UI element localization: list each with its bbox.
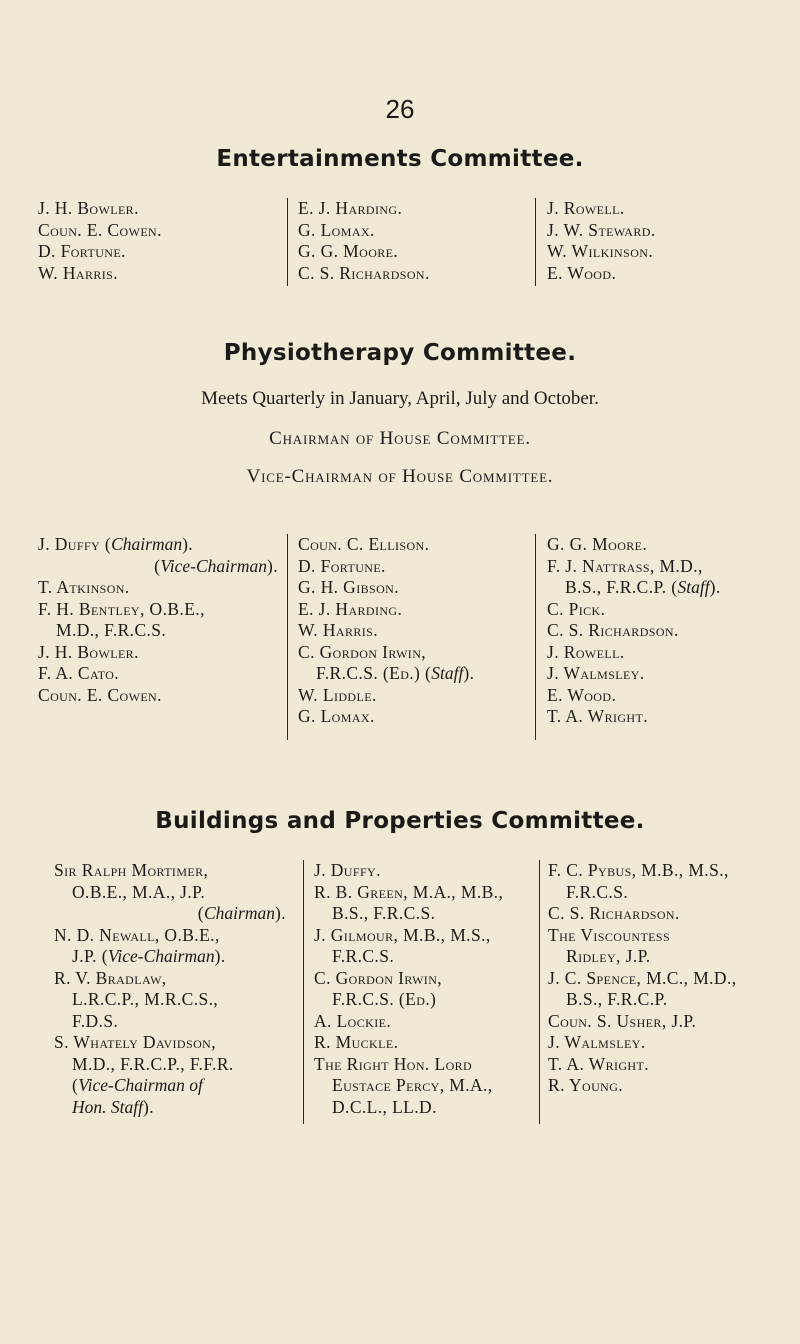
buildings-committee-title: Buildings and Properties Committee. <box>155 808 645 834</box>
page-number: 26 <box>385 94 415 124</box>
member-name: Coun. E. Cowen. <box>38 684 162 705</box>
member-name: J. Duffy (Chairman). <box>38 534 194 554</box>
member-name: R. Muckle. <box>314 1032 399 1052</box>
column-divider <box>535 534 536 740</box>
member-name: R. Young. <box>548 1075 624 1095</box>
member-name: D. Fortune. <box>298 555 386 576</box>
member-name: J. H. Bowler. <box>38 198 139 218</box>
member-qualification: F.R.C.S. <box>332 946 395 966</box>
member-name: C. Gordon Irwin, <box>314 967 443 988</box>
entertainments-column-3 <box>547 198 656 284</box>
member-name: C. S. Richardson. <box>548 903 680 923</box>
physiotherapy-column-2 <box>298 534 474 728</box>
member-name: J. W. Steward. <box>547 219 656 240</box>
member-qualification: D.C.L., LL.D. <box>332 1096 437 1117</box>
member-name: The Right Hon. Lord <box>314 1053 473 1074</box>
member-name: F. A. Cato. <box>38 663 120 683</box>
member-name: G. Lomax. <box>298 219 375 240</box>
member-name: G. H. Gibson. <box>298 577 399 597</box>
column-divider <box>535 198 536 286</box>
member-name: T. A. Wright. <box>548 1053 650 1074</box>
member-name: J. Duffy. <box>314 860 381 880</box>
member-name: J. Walmsley. <box>548 1032 646 1052</box>
member-qualification: B.S., F.R.C.P. (Staff). <box>565 577 721 597</box>
member-name: Coun. S. Usher, J.P. <box>548 1010 697 1031</box>
member-name: J. C. Spence, M.C., M.D., <box>548 967 737 988</box>
member-qualification: B.S., F.R.C.P. <box>566 989 668 1009</box>
member-qualification: M.D., F.R.C.P., F.F.R. <box>72 1053 234 1074</box>
member-qualification: F.R.C.S. (Ed.) (Staff). <box>316 663 475 683</box>
member-name: S. Whately Davidson, <box>54 1032 216 1052</box>
chairman-line: Chairman of House Committee. <box>269 428 531 449</box>
member-qualification: F.R.C.S. (Ed.) <box>332 989 437 1009</box>
member-qualification: M.D., F.R.C.S. <box>56 620 167 640</box>
member-name: C. Pick. <box>547 598 606 619</box>
member-name: F. J. Nattrass, M.D., <box>547 555 703 576</box>
member-name: Coun. C. Ellison. <box>298 534 430 554</box>
member-name: F. H. Bentley, O.B.E., <box>38 598 205 619</box>
member-qualification: Eustace Percy, M.A., <box>332 1075 493 1095</box>
entertainments-committee-title: Entertainments Committee. <box>216 146 584 172</box>
entertainments-column-2 <box>298 198 430 284</box>
member-role: (Chairman). <box>197 903 286 923</box>
member-name: J. Rowell. <box>547 641 625 662</box>
member-name: A. Lockie. <box>314 1010 392 1031</box>
member-name: J. Gilmour, M.B., M.S., <box>314 924 491 945</box>
member-name: W. Liddle. <box>298 684 377 705</box>
column-divider <box>287 534 288 740</box>
physiotherapy-column-3 <box>547 534 721 728</box>
member-name: E. Wood. <box>547 262 617 283</box>
buildings-column-1 <box>54 860 286 1118</box>
member-name: G. Lomax. <box>298 706 375 726</box>
member-qualification: J.P. (Vice-Chairman). <box>72 946 226 966</box>
member-name: R. V. Bradlaw, <box>54 967 167 988</box>
member-qualification: F.D.S. <box>72 1010 119 1031</box>
member-role: (Vice-Chairman of <box>72 1075 203 1095</box>
member-role: (Vice-Chairman). <box>154 555 278 576</box>
member-name: C. Gordon Irwin, <box>298 641 427 662</box>
member-name: Coun. E. Cowen. <box>38 219 162 240</box>
column-divider <box>539 860 540 1124</box>
member-name: The Viscountess <box>548 924 671 945</box>
buildings-column-3 <box>548 860 737 1097</box>
member-name: W. Harris. <box>298 620 379 640</box>
member-name: F. C. Pybus, M.B., M.S., <box>548 860 729 880</box>
column-divider <box>287 198 288 286</box>
member-role: Hon. Staff). <box>72 1096 154 1117</box>
member-name: D. Fortune. <box>38 241 126 261</box>
member-name: E. J. Harding. <box>298 598 403 619</box>
physiotherapy-committee-title: Physiotherapy Committee. <box>223 340 577 366</box>
member-name: W. Wilkinson. <box>547 241 654 261</box>
member-name: J. H. Bowler. <box>38 641 139 662</box>
member-name: N. D. Newall, O.B.E., <box>54 924 220 945</box>
member-name: C. S. Richardson. <box>547 620 679 640</box>
member-name: C. S. Richardson. <box>298 262 430 283</box>
member-qualification: F.R.C.S. <box>566 881 629 902</box>
member-name: W. Harris. <box>38 262 119 283</box>
member-name: R. B. Green, M.A., M.B., <box>314 881 504 902</box>
member-name: J. Rowell. <box>547 198 625 218</box>
member-name: E. Wood. <box>547 684 617 705</box>
member-name: T. A. Wright. <box>547 706 649 726</box>
member-qualification: B.S., F.R.C.S. <box>332 903 436 923</box>
member-name: E. J. Harding. <box>298 198 403 218</box>
meeting-schedule: Meets Quarterly in January, April, July and October. <box>201 388 599 409</box>
member-qualification: O.B.E., M.A., J.P. <box>72 881 206 902</box>
member-qualification: L.R.C.P., M.R.C.S., <box>72 989 219 1009</box>
member-name: J. Walmsley. <box>547 663 645 683</box>
member-qualification: Ridley, J.P. <box>566 946 651 966</box>
entertainments-column-1 <box>38 198 162 284</box>
member-name: G. G. Moore. <box>547 534 648 554</box>
column-divider <box>303 860 304 1124</box>
vice-chairman-line: Vice-Chairman of House Committee. <box>246 466 554 487</box>
member-name: Sir Ralph Mortimer, <box>54 860 209 880</box>
buildings-column-2 <box>314 860 503 1118</box>
member-name: G. G. Moore. <box>298 241 399 261</box>
member-name: T. Atkinson. <box>38 577 130 597</box>
physiotherapy-column-1 <box>38 534 278 706</box>
